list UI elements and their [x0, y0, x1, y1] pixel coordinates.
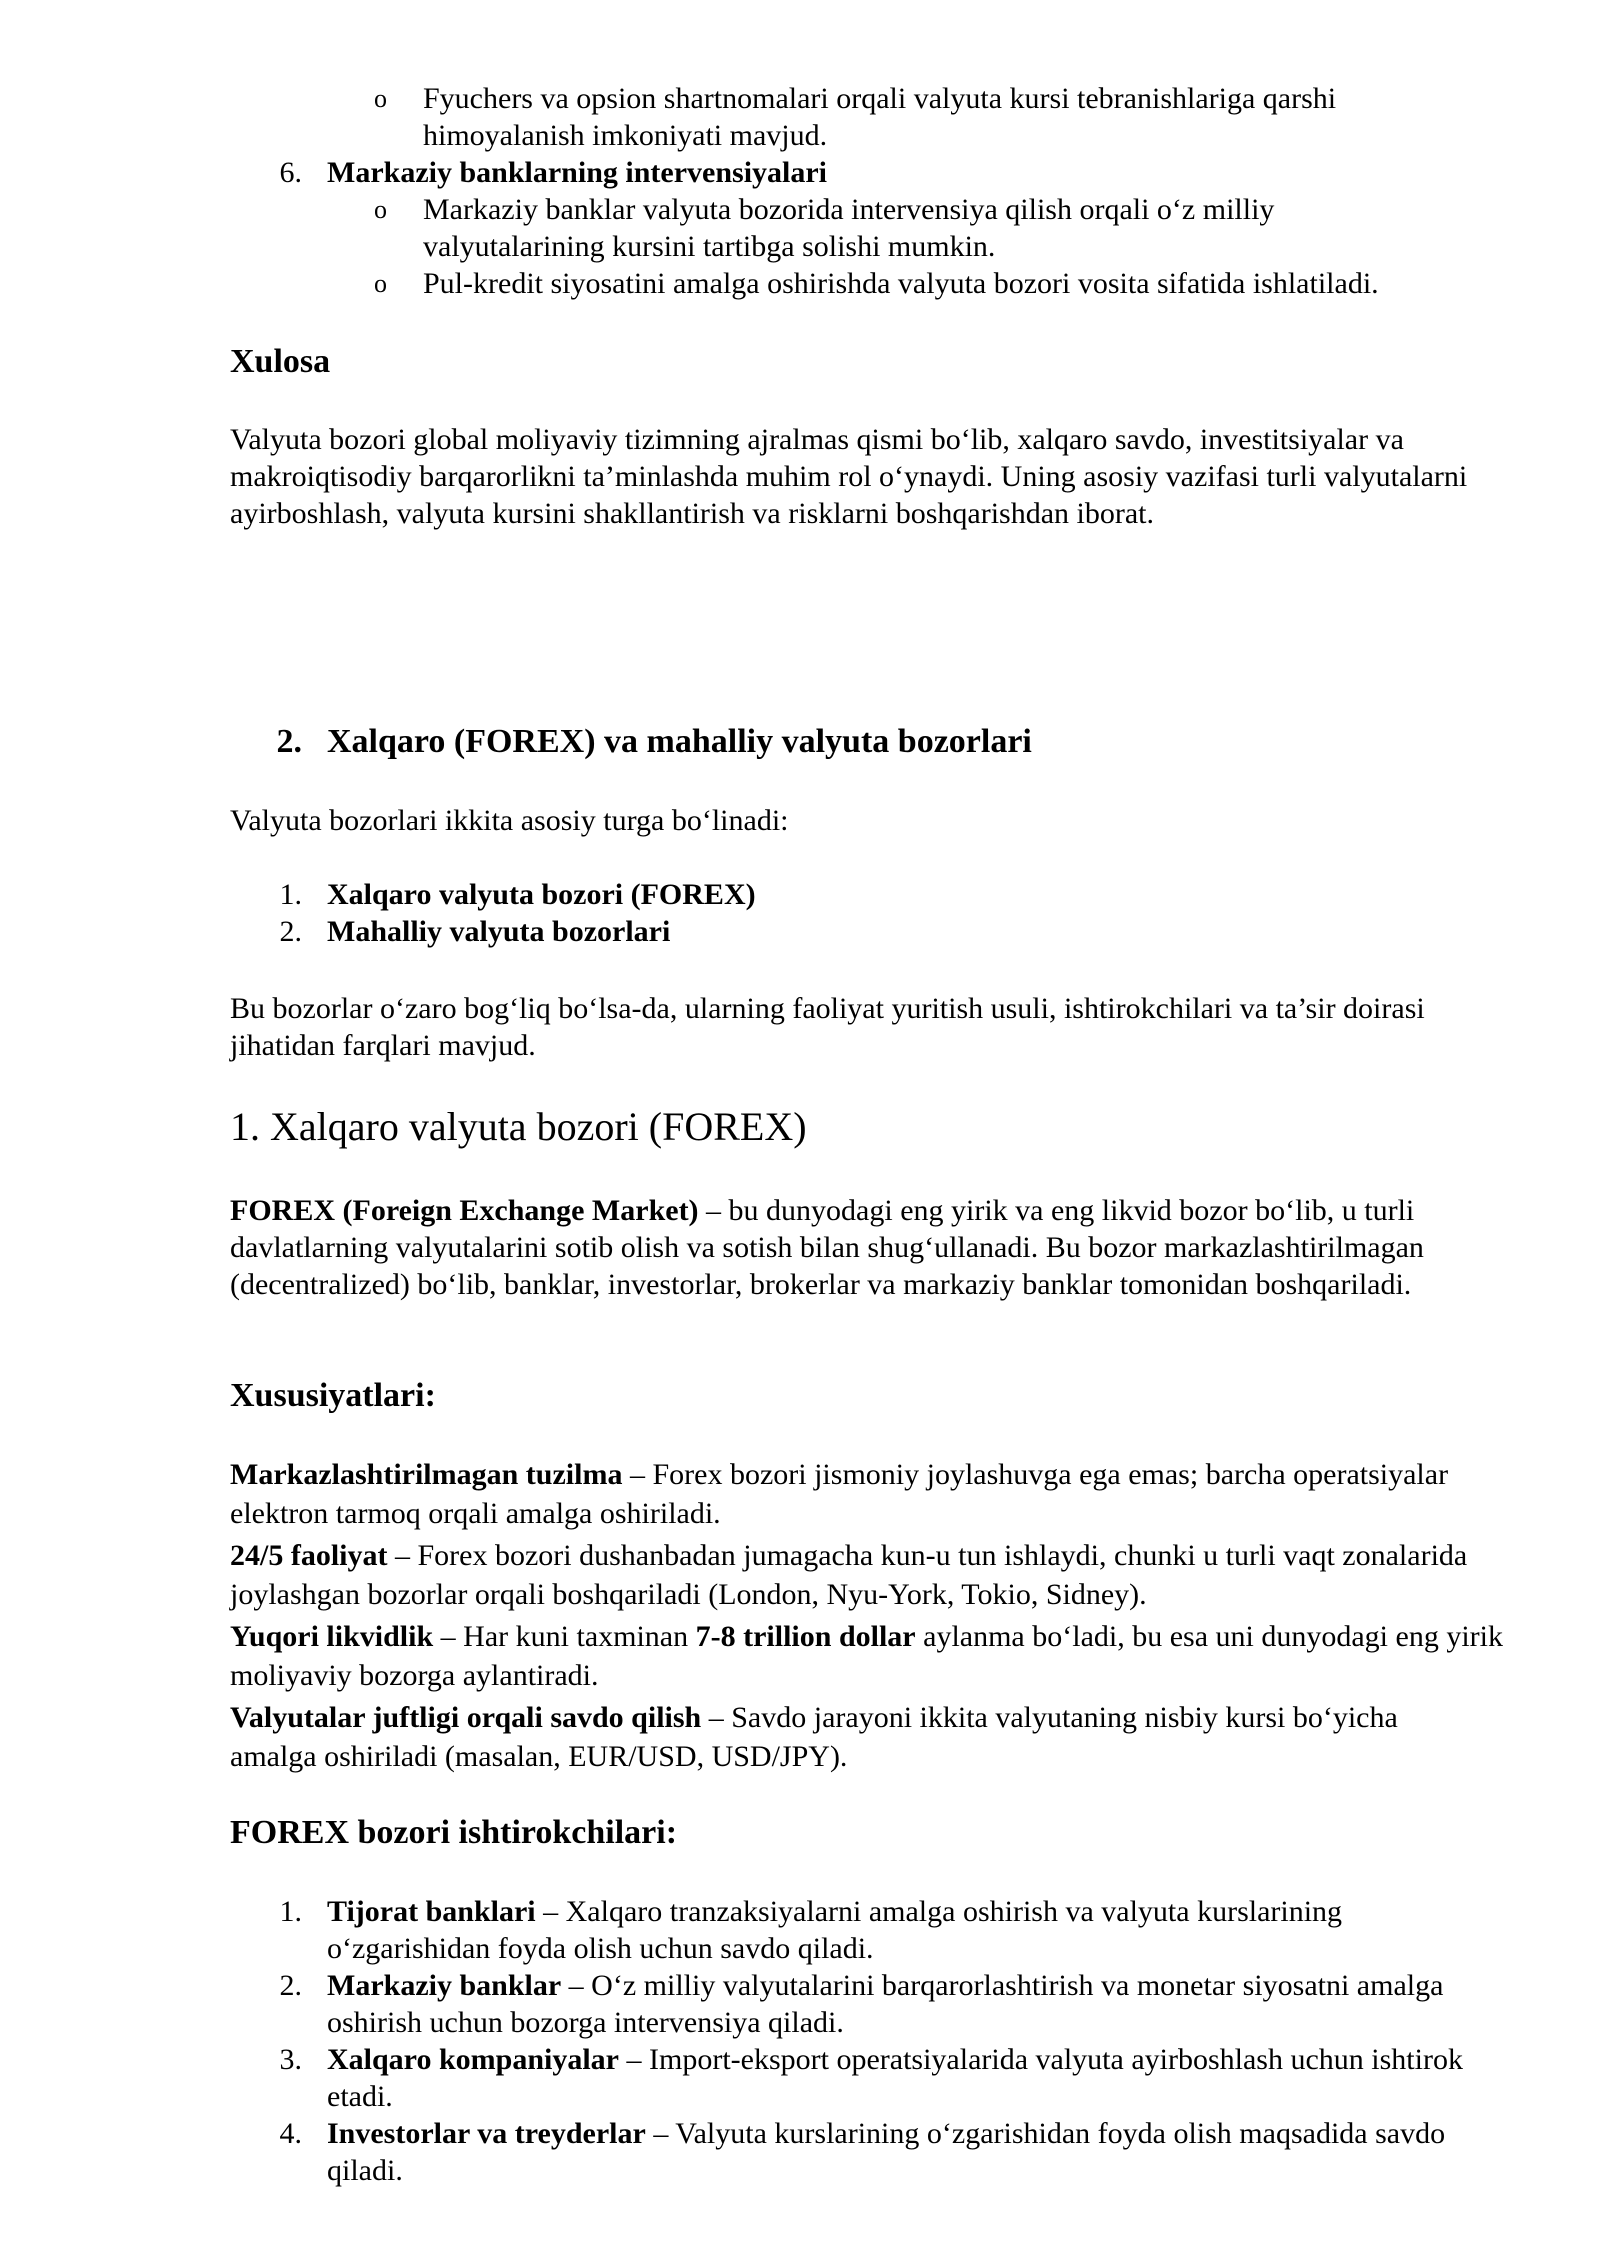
list-number: 6.	[279, 156, 302, 189]
list-number: 2.	[279, 915, 302, 948]
feature-item	[230, 1699, 1440, 1775]
participant-title: Tijorat banklari	[327, 1895, 536, 1928]
feature-title: Markazlashtirilmagan tuzilma	[230, 1458, 623, 1491]
heading-features: Xususiyatlari:	[230, 1377, 436, 1414]
list-item: Pul-kredit siyosatini amalga oshirishda valyuta bozori vosita sifatida ishlatiladi.	[423, 267, 1379, 300]
list-number: 3.	[279, 2043, 302, 2076]
list-item: Mahalliy valyuta bozorlari	[327, 915, 671, 948]
definition-text: – bu dunyodagi eng yirik va eng likvid bozor bo‘lib, u turli davlatlarning valyutalarini sotib olish va sotish bilan shug‘ullanadi. Bu bozor markazlashtirilmagan (decentralized) bo‘lib, banklar, investorlar, brokerlar va markaziy banklar tomonidan boshqariladi.	[230, 1194, 1424, 1301]
participant-text: – Valyuta kurslarining o‘zgarishidan foyda olish maqsadida savdo qiladi.	[327, 2117, 1446, 2187]
list-bullet: o	[374, 195, 387, 224]
list-number: 1.	[279, 1895, 302, 1928]
feature-text: – Forex bozori dushanbadan jumagacha kun-u tun ishlaydi, chunki u turli vaqt zonalarida joylashgan bozorlar orqali boshqariladi (London, Nyu-York, Tokio, Sidney).	[230, 1539, 1468, 1611]
feature-title: Yuqori likvidlik	[230, 1620, 434, 1653]
participant-text: – Xalqaro tranzaksiyalarni amalga oshirish va valyuta kurslarining o‘zgarishidan foyda olish uchun savdo qiladi.	[327, 1895, 1343, 1965]
participant-item	[327, 1893, 1457, 1967]
list-item-title: Markaziy banklarning intervensiyalari	[327, 156, 828, 189]
feature-text: – Savdo jarayoni ikkita valyutaning nisbiy kursi bo‘yicha amalga oshiriladi (masalan, EUR/USD, USD/JPY).	[230, 1701, 1398, 1773]
participant-text: – Import-eksport operatsiyalarida valyuta ayirboshlash uchun ishtirok etadi.	[327, 2043, 1463, 2113]
paragraph-note: Bu bozorlar o‘zaro bog‘liq bo‘lsa-da, ularning faoliyat yuritish usuli, ishtirokchilari va ta’sir doirasi jihatidan farqlari mavjud.	[230, 992, 1425, 1062]
section-heading-markets: Xalqaro (FOREX) va mahalliy valyuta bozorlari	[327, 723, 1032, 760]
term-bold: FOREX (Foreign Exchange Market)	[230, 1194, 699, 1227]
paragraph-forex-definition	[230, 1192, 1530, 1303]
list-item: Xalqaro valyuta bozori (FOREX)	[327, 878, 756, 911]
list-bullet: o	[374, 269, 387, 298]
list-bullet: o	[374, 84, 387, 113]
feature-text: aylanma bo‘ladi, bu esa uni dunyodagi eng yirik moliyaviy bozorga aylantiradi.	[230, 1620, 1503, 1692]
feature-title: Valyutalar juftligi orqali savdo qilish	[230, 1701, 702, 1734]
section-number: 2.	[276, 723, 302, 760]
participant-item	[327, 2041, 1477, 2115]
paragraph-intro: Valyuta bozorlari ikkita asosiy turga bo‘linadi:	[230, 804, 789, 837]
feature-text: – Forex bozori jismoniy joylashuvga ega emas; barcha operatsiyalar elektron tarmoq orqali amalga oshiriladi.	[230, 1458, 1449, 1530]
participant-title: Investorlar va treyderlar	[327, 2117, 646, 2150]
list-number: 1.	[279, 878, 302, 911]
feature-item	[230, 1618, 1530, 1694]
participant-item	[327, 2115, 1477, 2189]
participant-title: Markaziy banklar	[327, 1969, 562, 2002]
feature-title: 24/5 faoliyat	[230, 1539, 388, 1572]
subsection-heading-forex: 1. Xalqaro valyuta bozori (FOREX)	[230, 1104, 807, 1149]
heading-participants: FOREX bozori ishtirokchilari:	[230, 1814, 678, 1851]
participant-title: Xalqaro kompaniyalar	[327, 2043, 619, 2076]
paragraph-xulosa: Valyuta bozori global moliyaviy tizimning ajralmas qismi bo‘lib, xalqaro savdo, investitsiyalar va makroiqtisodiy barqarorlikni ta’minlashda muhim rol o‘ynaydi. Uning asosiy vazifasi turli valyutalarni ayirboshlash, valyuta kursini shakllantirish va risklarni boshqarishdan iborat.	[230, 423, 1468, 530]
feature-item	[230, 1456, 1530, 1532]
section-heading-xulosa: Xulosa	[230, 343, 331, 380]
feature-highlight: 7-8 trillion dollar	[695, 1620, 916, 1653]
list-item: Markaziy banklar valyuta bozorida intervensiya qilish orqali o‘z milliy valyutalarining kursini tartibga solishi mumkin.	[423, 193, 1275, 263]
list-number: 4.	[279, 2117, 302, 2150]
list-number: 2.	[279, 1969, 302, 2002]
participant-text: – O‘z milliy valyutalarini barqarorlashtirish va monetar siyosatni amalga oshirish uchun bozorga intervensiya qiladi.	[327, 1969, 1444, 2039]
feature-text: – Har kuni taxminan	[433, 1620, 696, 1653]
list-item: Fyuchers va opsion shartnomalari orqali valyuta kursi tebranishlariga qarshi himoyalanish imkoniyati mavjud.	[423, 82, 1337, 152]
feature-item	[230, 1537, 1530, 1613]
participant-item	[327, 1967, 1457, 2041]
